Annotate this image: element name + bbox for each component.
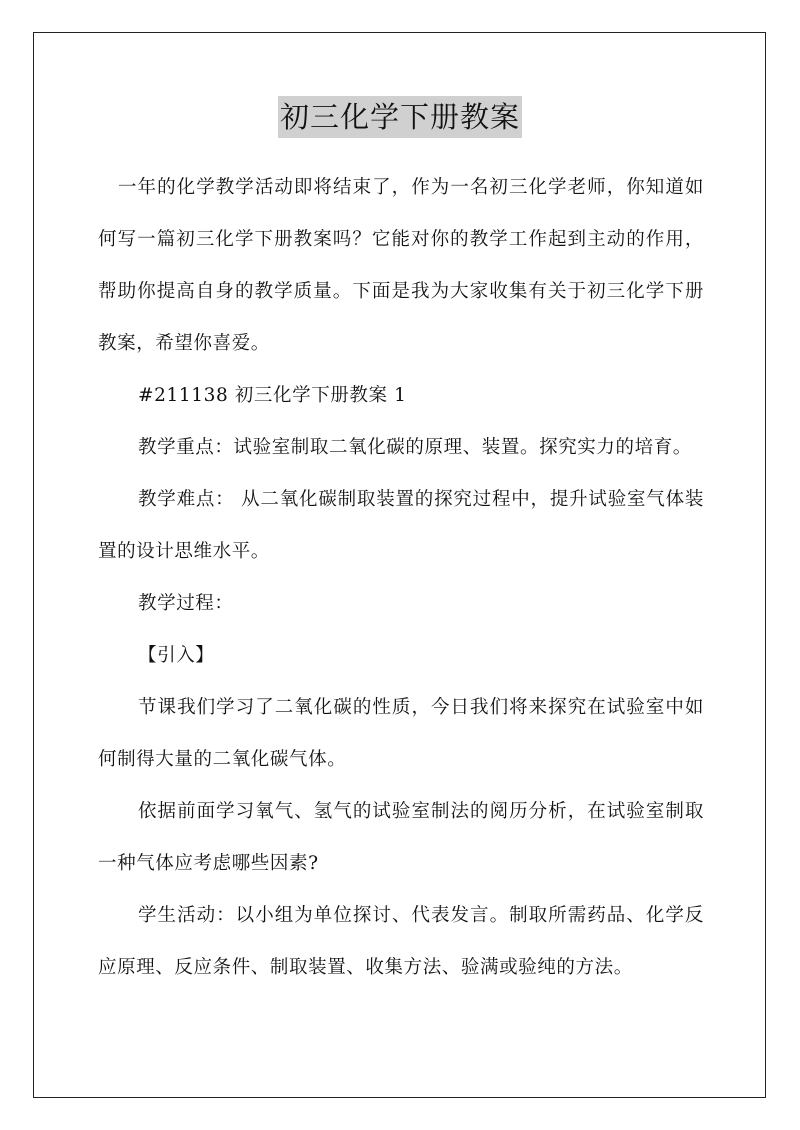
lesson-paragraph: 节课我们学习了二氧化碳的性质，今日我们将来探究在试验室中如何制得大量的二氧化碳气体。 [98, 697, 704, 770]
student-activity-paragraph: 学生活动：以小组为单位探讨、代表发言。制取所需药品、化学反应原理、反应条件、制取装置、收集方法、验满或验纯的方法。 [98, 905, 704, 978]
analysis-paragraph: 依据前面学习氧气、氢气的试验室制法的阅历分析，在试验室制取一种气体应考虑哪些因素? [98, 801, 704, 874]
section-heading: #211138 初三化学下册教案 1 [138, 385, 407, 406]
introduction-label: 【引入】 [138, 645, 215, 666]
intro-paragraph: 一年的化学教学活动即将结束了，作为一名初三化学老师，你知道如何写一篇初三化学下册教案吗？它能对你的教学工作起到主动的作用，帮助你提高自身的教学质量。下面是我为大家收集有关于初三化学下册教案，希望你喜爱。 [98, 177, 704, 354]
key-points-paragraph: 教学重点：试验室制取二氧化碳的原理、装置。探究实力的培育。 [138, 437, 692, 458]
title-container [0, 96, 800, 138]
process-heading: 教学过程： [138, 593, 234, 614]
document-title: 初三化学下册教案 [278, 96, 522, 138]
difficulties-paragraph: 教学难点： 从二氧化碳制取装置的探究过程中，提升试验室气体装置的设计思维水平。 [98, 489, 704, 562]
